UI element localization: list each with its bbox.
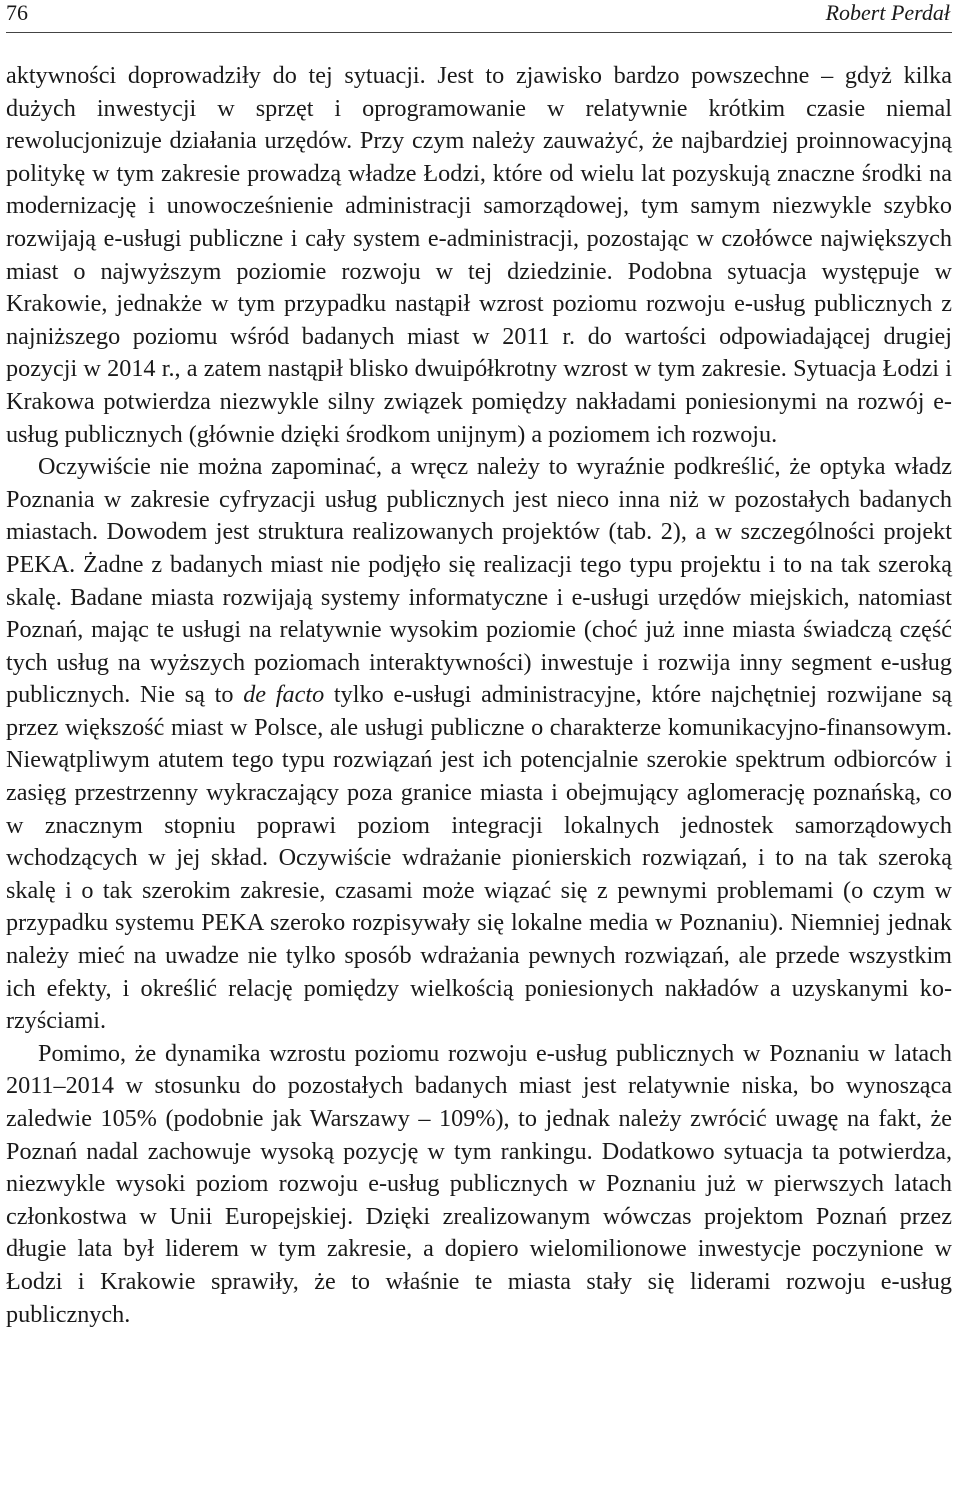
paragraph-1: aktywności doprowadziły do tej sytuacji. Jest to zjawisko bardzo powszechne – gdyż kilka dużych inwestycji w sprzęt i oprogramowanie w relatywnie krótkim czasie niemal rewolucjonizuje działania urzędów. Przy czym należy zauważyć, że najbardziej proinnowacyjną politykę w tym zakresie prowadzą władze Łodzi, które od wielu lat pozyskują znaczne środki na modernizację i unowocześnienie administracji samorządowej, tym samym niezwykle szybko rozwijają e-usługi publiczne i cały system e-administracji, pozostając w czołówce największych miast o najwyższym poziomie rozwoju w tej dziedzinie. Podobna sytuacja występuje w Krakowie, jednakże w tym przypadku nastąpił wzrost poziomu rozwoju e-usług publicznych z najniższego poziomu wśród badanych miast w 2011 r. do wartości odpowiadającej drugiej pozycji w 2014 r., a zatem nastąpił blisko dwuipółkrotny wzrost w tym zakresie. Sytuacja Łodzi i Krakowa potwierdza niezwykle silny związek pomiędzy nakładami poniesionymi na rozwój e-usług publicznych (głównie dzięki środkom unijnym) a poziomem ich rozwoju. [6,62,952,448]
paragraph-3: Pomimo, że dynamika wzrostu poziomu rozwoju e-usług publicznych w Poznaniu w latach 2011–2014 w stosunku do pozostałych badanych miast jest relatywnie niska, bo wynosząca zaledwie 105% (podobnie jak Warszawy – 109%), to jednak należy zwrócić uwagę na fakt, że Poznań nadal zachowuje wysoką pozycję w tym rankingu. Dodatkowo sytuacja ta potwierdza, niezwykle wysoki poziom rozwoju e-usług publicznych w Poznaniu już w pierwszych latach członkostwa w Unii Europejskiej. Dzięki zrealizowanym wówczas projektom Poznań przez długie lata był liderem w tym zakresie, a dopiero wielomilionowe inwestycje poczynione w Łodzi i Krakowie sprawiły, że to właśnie te miasta stały się liderami rozwoju e-usług publicznych. [6,1039,952,1328]
paragraph-2-emphasis: de facto [243,681,325,709]
paragraph-2-part-2: tylko e-usługi administracyjne, które najchętniej rozwijane są przez większość miast w Polsce, ale usługi publiczne o charakterze komunikacyjno-finansowym. Niewątpliwym atutem tego typu rozwiązań jest ich potencjalnie szerokie spektrum odbiorców i zasięg przestrzenny wykraczający poza granice miasta i obejmujący aglomerację poznańską, co w znacznym stopniu poprawi poziom integracji lokalnych jednostek samorządowych wchodzących w jej skład. Oczywiście wdrażanie pionierskich rozwiązań, i to na tak szeroką skalę i o tak szerokim zakresie, czasami może wiązać się z pewnymi problemami (o czym w przypadku systemu PEKA szeroko rozpisywały się lokalne media w Poznaniu). Niemniej jednak należy mieć na uwadze nie tylko sposób wdrażania pewnych rozwiązań, ale przede wszystkim ich efekty, i określić relację pomiędzy wielkością poniesionych nakładów a uzyskanymi korzyściami. [6,681,952,1035]
paragraph-2-part-1: Oczywiście nie można zapominać, a wręcz należy to wyraźnie podkreślić, że optyka władz Poznania w zakresie cyfryzacji usług publicznych jest nieco inna niż w pozostałych badanych miastach. Dowodem jest struktura realizowanych projektów (tab. 2), a w szczególności projekt PEKA. Żadne z badanych miast nie podjęło się realizacji tego typu projektu i to na tak szeroką skalę. Badane miasta rozwijają systemy informatyczne i e-usługi urzędów miejskich, natomiast Poznań, mając te usługi na relatywnie wysokim poziomie (choć już inne miasta świadczą część tych usług na wyższych poziomach interaktywności) inwestuje i rozwija inny segment e-usług publicznych. Nie są to [6,453,952,709]
running-head-author: Robert Perdał [825,0,950,25]
page-number: 76 [6,0,28,25]
paragraph-2 [6,451,952,1038]
body-text [6,60,952,1331]
page-header [6,0,952,33]
